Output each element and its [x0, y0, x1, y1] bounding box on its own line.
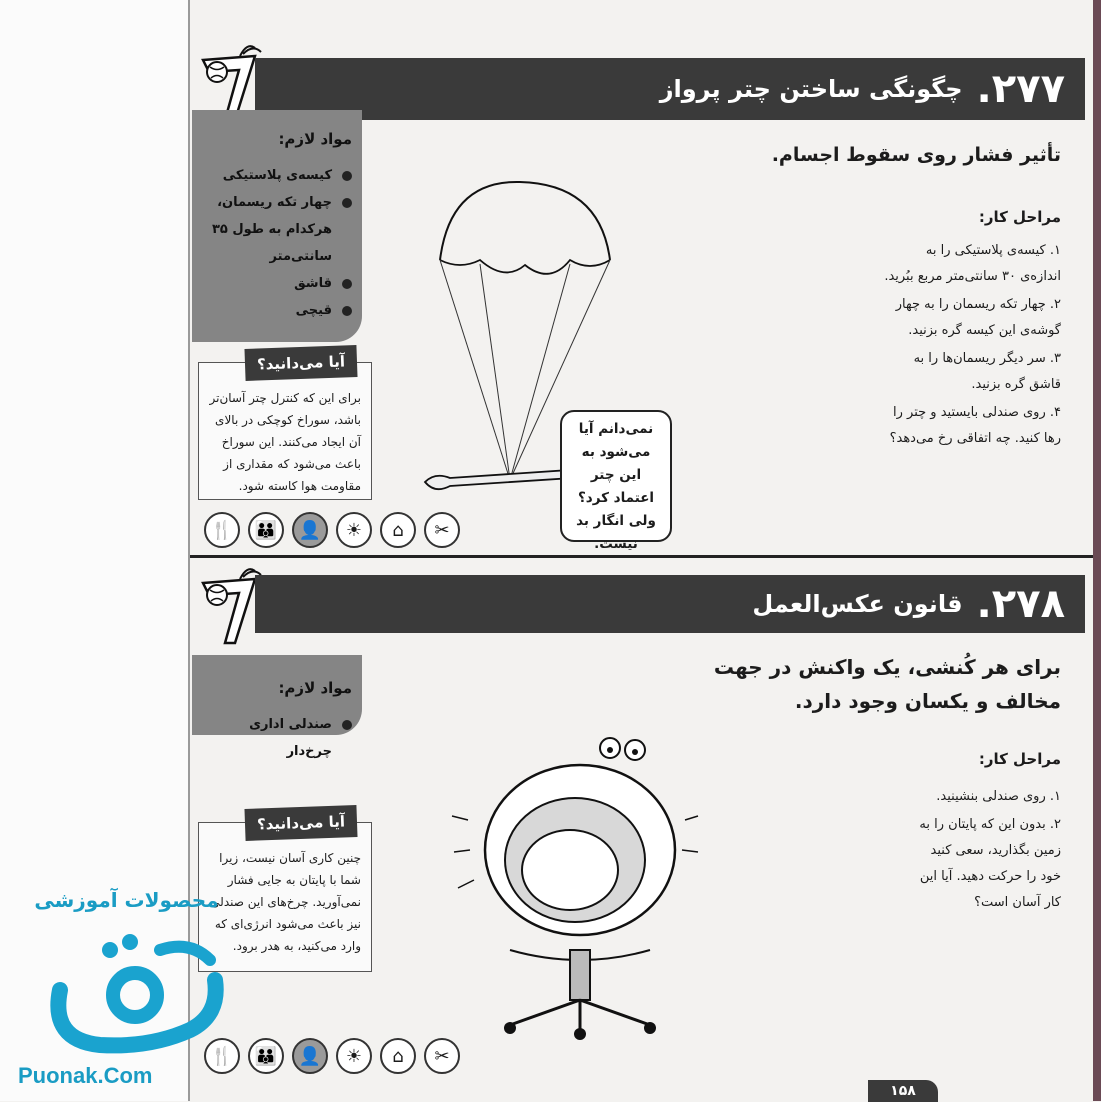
sun-icon: ☀: [336, 1038, 372, 1074]
materials-item: چهار تکه ریسمان، هرکدام به طول ۳۵ سانتی‌متر: [200, 189, 352, 270]
step-item: ۱. کیسه‌ی پلاستیکی را به اندازه‌ی ۳۰ سانتی‌متر مربع ببُرید.: [884, 243, 1061, 284]
people-icon: 👪: [248, 1038, 284, 1074]
scissors-icon: ✂: [424, 512, 460, 548]
step-item: ۲. چهار تکه ریسمان را به چهار گوشه‌ی این کیسه گره بزنید.: [895, 297, 1061, 338]
person-icon: 👤: [292, 1038, 328, 1074]
page-number: ۱۵۸: [868, 1080, 938, 1102]
did-you-know-text: چنین کاری آسان نیست، زیرا شما با پایتان به جایی فشار نمی‌آورید. چرخ‌های این صندلی نیز باعث می‌شود انرژی‌ای که وارد می‌کنید، به هدر برود.: [210, 851, 361, 953]
section-number: ۲۷۸.: [976, 581, 1065, 627]
step-item: ۲. بدون این که پایتان را به زمین بگذارید، سعی کنید خود را حرکت دهید. آیا این کار آسان است؟: [919, 817, 1061, 910]
house-icon: ⌂: [380, 512, 416, 548]
steps-list: [911, 784, 1061, 918]
step-item: ۳. سر دیگر ریسمان‌ها را به قاشق گره بزنید.: [913, 351, 1061, 392]
did-you-know-text: برای این که کنترل چتر آسان‌تر باشد، سوراخ کوچکی در بالای آن ایجاد می‌کنند. این سوراخ باعث می‌شود که مقداری از مقاومت هوا کاسته شود.: [209, 391, 361, 493]
section-subtitle: تأثیر فشار روی سقوط اجسام.: [771, 144, 1061, 166]
step-item: ۴. روی صندلی بایستید و چتر را رها کنید. چه اتفاقی رخ می‌دهد؟: [889, 405, 1061, 446]
steps-list: [881, 238, 1061, 454]
sun-icon: ☀: [336, 512, 372, 548]
materials-list: [200, 162, 352, 324]
page-edge: [1093, 0, 1101, 1101]
chair-cartoon-illustration: [450, 720, 700, 1040]
watermark-url: Puonak.Com: [18, 1063, 153, 1088]
section-header: [255, 58, 1085, 120]
house-icon: ⌂: [380, 1038, 416, 1074]
activity-icons: [204, 1038, 460, 1074]
materials-heading: مواد لازم:: [278, 130, 352, 148]
person-icon: 👤: [292, 512, 328, 548]
section-divider: [190, 555, 1093, 558]
watermark-tagline: محصولات آموزشی: [34, 888, 219, 912]
steps-heading: مراحل کار:: [978, 750, 1061, 768]
steps-heading: مراحل کار:: [978, 208, 1061, 226]
speech-bubble: نمی‌دانم آیا می‌شود به این چتر اعتماد کرد؟ ولی انگار بد نیست.: [560, 410, 672, 542]
section-number: ۲۷۷.: [976, 66, 1065, 112]
fork-knife-icon: 🍴: [204, 1038, 240, 1074]
people-icon: 👪: [248, 512, 284, 548]
materials-heading: مواد لازم:: [278, 679, 352, 697]
materials-item: صندلی اداری چرخ‌دار: [200, 711, 352, 765]
materials-item: قیچی: [200, 297, 352, 324]
materials-panel: [192, 655, 362, 759]
section-title: چگونگی ساختن چتر پرواز: [659, 75, 963, 103]
scissors-icon: ✂: [424, 1038, 460, 1074]
section-subtitle: برای هر کُنشی، یک واکنش در جهت مخالف و یکسان وجود دارد.: [713, 655, 1061, 713]
did-you-know-label: آیا می‌دانید؟: [244, 805, 357, 841]
section-title: قانون عکس‌العمل: [752, 590, 963, 618]
fork-knife-icon: 🍴: [204, 512, 240, 548]
did-you-know-box: [198, 352, 372, 500]
puonak-logo-icon: [40, 920, 230, 1060]
section-header: [255, 575, 1085, 633]
step-item: ۱. روی صندلی بنشینید.: [936, 789, 1061, 804]
materials-item: قاشق: [200, 270, 352, 297]
did-you-know-label: آیا می‌دانید؟: [244, 345, 357, 381]
materials-item: کیسه‌ی پلاستیکی: [200, 162, 352, 189]
materials-list: [200, 711, 352, 765]
materials-panel: [192, 110, 362, 342]
